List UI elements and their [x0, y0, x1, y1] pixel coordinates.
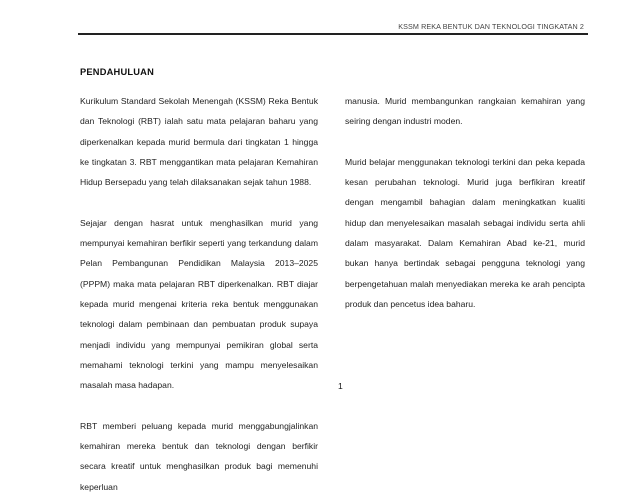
paragraph-spacer [80, 395, 318, 415]
right-text-column [345, 91, 585, 314]
right-paragraph-2: Murid belajar menggunakan teknologi terkini dan peka kepada kesan perubahan teknologi. Murid juga berfikiran kreatif dengan mengambil bahagian dalam meningkatkan kualiti hidup dan menyelesaikan masalah sebagai individu serta ahli dalam masyarakat. Dalam Kemahiran Abad ke-21, murid bukan hanya bertindak sebagai pengguna teknologi yang berpengetahuan malah menyediakan mereka ke arah pencipta produk dan pencetus idea baharu. [345, 156, 585, 309]
running-header-title: KSSM REKA BENTUK DAN TEKNOLOGI TINGKATAN 2 [398, 22, 584, 31]
left-paragraph-3: RBT memberi peluang kepada murid menggabungjalinkan kemahiran mereka bentuk dan teknologi dengan berfikir secara kreatif untuk menghasilkan produk bagi memenuhi keperluan [80, 420, 318, 492]
paragraph-spacer [80, 192, 318, 212]
right-paragraph-1: manusia. Murid membangunkan rangkaian kemahiran yang seiring dengan industri moden. [345, 96, 585, 127]
header-divider [78, 33, 588, 35]
section-title: PENDAHULUAN [80, 67, 154, 77]
page-number: 1 [338, 381, 343, 391]
paragraph-spacer [345, 132, 585, 152]
left-paragraph-2: Sejajar dengan hasrat untuk menghasilkan murid yang mempunyai kemahiran berfikir seperti yang terkandung dalam Pelan Pembangunan Pendidikan Malaysia 2013–2025 (PPPM) maka mata pelajaran RBT diperkenalkan. RBT diajar kepada murid mengenai kriteria reka bentuk menggunakan teknologi dalam pembinaan dan pembuatan produk supaya menjadi individu yang mempunyai pemikiran global serta memahami teknologi terkini yang mampu menyelesaikan masalah masa hadapan. [80, 217, 318, 391]
left-text-column [80, 91, 318, 497]
left-paragraph-1: Kurikulum Standard Sekolah Menengah (KSSM) Reka Bentuk dan Teknologi (RBT) ialah satu mata pelajaran baharu yang diperkenalkan kepada murid bermula dari tingkatan 1 hingga ke tingkatan 3. RBT menggantikan mata pelajaran Kemahiran Hidup Bersepadu yang telah dilaksanakan sejak tahun 1988. [80, 96, 318, 188]
